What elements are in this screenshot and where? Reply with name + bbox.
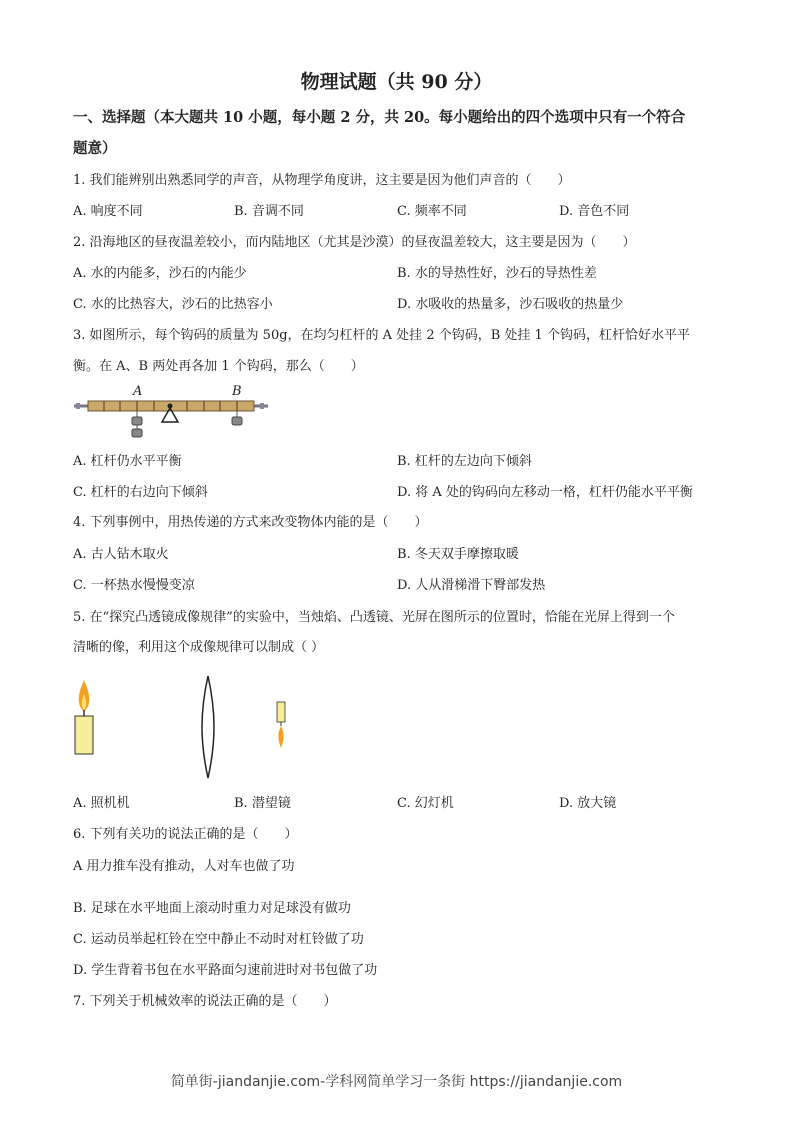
q3-option-b: B. 杠杆的左边向下倾斜 <box>397 454 532 469</box>
question-7-stem: 7. 下列关于机械效率的说法正确的是（ ） <box>73 994 337 1009</box>
page-title: 物理试题（共 90 分） <box>300 71 493 93</box>
footer-watermark: 简单街-jiandanjie.com-学科网简单学习一条街 https://jiandanjie.com <box>170 1074 623 1090</box>
q1-option-c: C. 频率不同 <box>397 204 467 219</box>
question-1-stem: 1. 我们能辨别出熟悉同学的声音，从物理学角度讲，这主要是因为他们声音的（ ） <box>73 173 571 188</box>
question-3-stem-cont: 衡。在 A、B 两处再各加 1 个钩码，那么（ ） <box>73 359 364 374</box>
q4-option-a: A. 古人钻木取火 <box>73 547 169 562</box>
q2-option-b: B. 水的导热性好，沙石的导热性差 <box>397 266 597 281</box>
lens-experiment-figure <box>70 672 300 784</box>
q6-option-c: C. 运动员举起杠铃在空中静止不动时对杠铃做了功 <box>73 932 364 947</box>
q1-option-a: A. 响度不同 <box>73 204 143 219</box>
q6-option-d: D. 学生背着书包在水平路面匀速前进时对书包做了功 <box>73 963 378 978</box>
q4-option-b: B. 冬天双手摩擦取暖 <box>397 547 519 562</box>
q3-option-c: C. 杠杆的右边向下倾斜 <box>73 485 208 500</box>
question-4-stem: 4. 下列事例中，用热传递的方式来改变物体内能的是（ ） <box>73 515 428 530</box>
q2-option-c: C. 水的比热容大，沙石的比热容小 <box>73 297 273 312</box>
point-b-label: B <box>232 384 242 399</box>
question-6-stem: 6. 下列有关功的说法正确的是（ ） <box>73 827 298 842</box>
section-heading: 一、选择题（本大题共 10 小题，每小题 2 分，共 20。每小题给出的四个选项中只有一个符合 <box>73 109 686 126</box>
q4-option-d: D. 人从滑梯滑下臀部发热 <box>397 578 546 593</box>
q4-option-c: C. 一杯热水慢慢变凉 <box>73 578 195 593</box>
question-3-stem: 3. 如图所示，每个钩码的质量为 50g，在均匀杠杆的 A 处挂 2 个钩码，B 处挂 1 个钩码，杠杆恰好水平平 <box>73 328 690 343</box>
lever-figure <box>72 384 272 444</box>
q5-option-c: C. 幻灯机 <box>397 796 454 811</box>
q1-option-b: B. 音调不同 <box>234 204 304 219</box>
inverted-image-icon <box>277 702 285 748</box>
q2-option-a: A. 水的内能多，沙石的内能少 <box>73 266 247 281</box>
section-heading-cont: 题意） <box>73 140 117 157</box>
q2-option-d: D. 水吸收的热量多，沙石吸收的热量少 <box>397 297 624 312</box>
q3-option-a: A. 杠杆仍水平平衡 <box>73 454 182 469</box>
q6-option-a: A 用力推车没有推动，人对车也做了功 <box>73 859 295 874</box>
q5-option-b: B. 潜望镜 <box>234 796 291 811</box>
q3-option-d: D. 将 A 处的钩码向左移动一格，杠杆仍能水平平衡 <box>397 485 693 500</box>
question-5-stem-cont: 清晰的像，利用这个成像规律可以制成（ ） <box>73 640 325 655</box>
question-2-stem: 2. 沿海地区的昼夜温差较小，而内陆地区（尤其是沙漠）的昼夜温差较大，这主要是因为（ ） <box>73 235 636 250</box>
question-5-stem: 5. 在“探究凸透镜成像规律”的实验中，当烛焰、凸透镜、光屏在图所示的位置时，恰能在光屏上得到一个 <box>73 610 675 625</box>
q6-option-b: B. 足球在水平地面上滚动时重力对足球没有做功 <box>73 901 351 916</box>
q1-option-d: D. 音色不同 <box>559 204 630 219</box>
candle-icon <box>75 680 93 754</box>
convex-lens-icon <box>202 676 214 778</box>
q5-option-d: D. 放大镜 <box>559 796 617 811</box>
q5-option-a: A. 照机机 <box>73 796 130 811</box>
point-a-label: A <box>133 384 143 399</box>
